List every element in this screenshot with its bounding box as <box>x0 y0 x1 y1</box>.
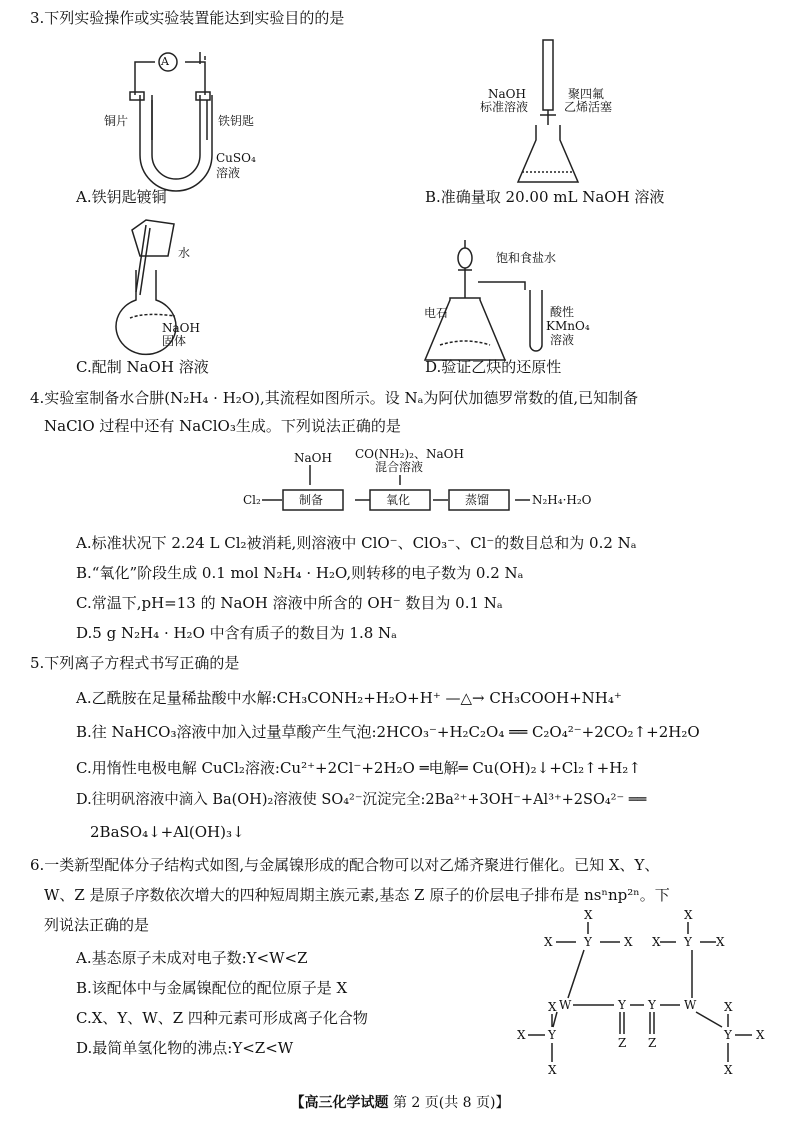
atom-x: X <box>517 1028 526 1042</box>
q3-caption-b: B.准确量取 20.00 mL NaOH 溶液 <box>425 188 665 206</box>
q6-option-d: D.最简单氢化物的沸点:Y<Z<W <box>76 1039 294 1057</box>
q6-stem-2: W、Z 是原子序数依次增大的四种短周期主族元素,基态 Z 原子的价层电子排布是 nsⁿnp²ⁿ。下 <box>44 886 670 904</box>
stopcock-label: 乙烯活塞 <box>564 100 613 114</box>
q6-stem-3: 列说法正确的是 <box>44 916 150 934</box>
atom-z: Z <box>618 1036 627 1050</box>
atom-x: X <box>544 935 553 949</box>
flow-step: 氧化 <box>386 493 411 507</box>
atom-x: X <box>756 1028 765 1042</box>
atom-x: X <box>724 1000 733 1014</box>
naoh-label: NaOH <box>488 87 526 101</box>
flow-output: N₂H₄·H₂O <box>532 493 592 507</box>
atom-z: Z <box>648 1036 657 1050</box>
flow-step: 蒸馏 <box>465 493 490 507</box>
q4-option-d: D.5 g N₂H₄ · H₂O 中含有质子的数目为 1.8 Nₐ <box>76 624 397 642</box>
solid-label: 固体 <box>162 334 187 348</box>
atom-x: X <box>548 1000 557 1014</box>
q3-caption-d: D.验证乙炔的还原性 <box>425 358 562 376</box>
carbide-label: 电石 <box>424 306 449 320</box>
footer-page: 第 2 页(共 8 页)】 <box>392 1095 510 1111</box>
q5-option-a: A.乙酰胺在足量稀盐酸中水解:CH₃CONH₂+H₂O+H⁺ —△→ CH₃COOH+NH₄⁺ <box>76 689 622 707</box>
brine-label: 饱和食盐水 <box>496 251 557 265</box>
flow-reagent-2b: 混合溶液 <box>375 460 424 474</box>
cuso4-label: CuSO₄ <box>216 151 256 165</box>
atom-w: W <box>684 998 697 1012</box>
q4-stem-2: NaClO 过程中还有 NaClO₃生成。下列说法正确的是 <box>44 417 401 435</box>
q5-option-c: C.用惰性电极电解 CuCl₂溶液:Cu²⁺+2Cl⁻+2H₂O ═电解═ Cu(OH)₂↓+Cl₂↑+H₂↑ <box>76 759 641 777</box>
iron-key-label: 铁钥匙 <box>218 114 255 128</box>
ptfe-label: 聚四氟 <box>568 87 605 101</box>
atom-x: X <box>716 935 725 949</box>
q5-option-b: B.往 NaHCO₃溶液中加入过量草酸产生气泡:2HCO₃⁻+H₂C₂O₄ ══ C₂O₄²⁻+2CO₂↑+2H₂O <box>76 723 700 741</box>
page-footer <box>0 1092 800 1112</box>
solution-label-d: 溶液 <box>550 333 575 347</box>
q4-option-b: B.“氧化”阶段生成 0.1 mol N₂H₄ · H₂O,则转移的电子数为 0.2 Nₐ <box>76 564 524 582</box>
flow-input: Cl₂ <box>243 493 261 507</box>
acidic-label: 酸性 <box>550 305 575 319</box>
flow-reagent-1: NaOH <box>294 451 332 465</box>
atom-y: Y <box>724 1028 732 1042</box>
naoh-solid-label: NaOH <box>162 321 200 335</box>
atom-y: Y <box>548 1028 556 1042</box>
atom-x: X <box>652 935 661 949</box>
atom-y: Y <box>618 998 626 1012</box>
copper-label: 铜片 <box>104 114 129 128</box>
atom-y: Y <box>648 998 656 1012</box>
atom-x: X <box>624 935 633 949</box>
atom-y: Y <box>584 935 592 949</box>
q3-stem: 3.下列实验操作或实验装置能达到实验目的的是 <box>30 9 345 27</box>
flow-reagent-2: CO(NH₂)₂、NaOH <box>355 447 464 461</box>
q5-option-d-cont: 2BaSO₄↓+Al(OH)₃↓ <box>90 823 245 841</box>
flow-step: 制备 <box>299 493 324 507</box>
kmno4-label: KMnO₄ <box>546 319 590 333</box>
q6-option-b: B.该配体中与金属镍配位的配位原子是 X <box>76 979 348 997</box>
q4-stem-1: 4.实验室制备水合肼(N₂H₄ · H₂O),其流程如图所示。设 Nₐ为阿伏加德罗常数的值,已知制备 <box>30 389 639 407</box>
atom-w: W <box>559 998 572 1012</box>
standard-solution-label: 标准溶液 <box>480 100 529 114</box>
q3-caption-a: A.铁钥匙镀铜 <box>76 188 167 206</box>
q5-stem: 5.下列离子方程式书写正确的是 <box>30 654 240 672</box>
atom-x: X <box>548 1063 557 1077</box>
atom-x: X <box>724 1063 733 1077</box>
q4-option-a: A.标准状况下 2.24 L Cl₂被消耗,则溶液中 ClO⁻、ClO₃⁻、Cl⁻的数目总和为 0.2 Nₐ <box>76 534 637 552</box>
q3-caption-c: C.配制 NaOH 溶液 <box>76 358 209 376</box>
atom-y: Y <box>684 935 692 949</box>
q6-option-c: C.X、Y、W、Z 四种元素可形成离子化合物 <box>76 1009 368 1027</box>
q4-option-c: C.常温下,pH=13 的 NaOH 溶液中所含的 OH⁻ 数目为 0.1 Nₐ <box>76 594 503 612</box>
q6-option-a: A.基态原子未成对电子数:Y<W<Z <box>76 949 308 967</box>
atom-x: X <box>584 908 593 922</box>
water-label: 水 <box>178 246 191 260</box>
footer-title: 【高三化学试题 <box>290 1095 389 1111</box>
atom-x: X <box>684 908 693 922</box>
q5-option-d: D.往明矾溶液中滴入 Ba(OH)₂溶液使 SO₄²⁻沉淀完全:2Ba²⁺+3OH⁻+Al³⁺+2SO₄²⁻ ══ <box>76 792 647 808</box>
ammeter-label: A <box>161 55 169 68</box>
solution-label: 溶液 <box>216 166 241 180</box>
q6-stem-1: 6.一类新型配体分子结构式如图,与金属镍形成的配合物可以对乙烯齐聚进行催化。已知 X、Y、 <box>30 856 660 874</box>
